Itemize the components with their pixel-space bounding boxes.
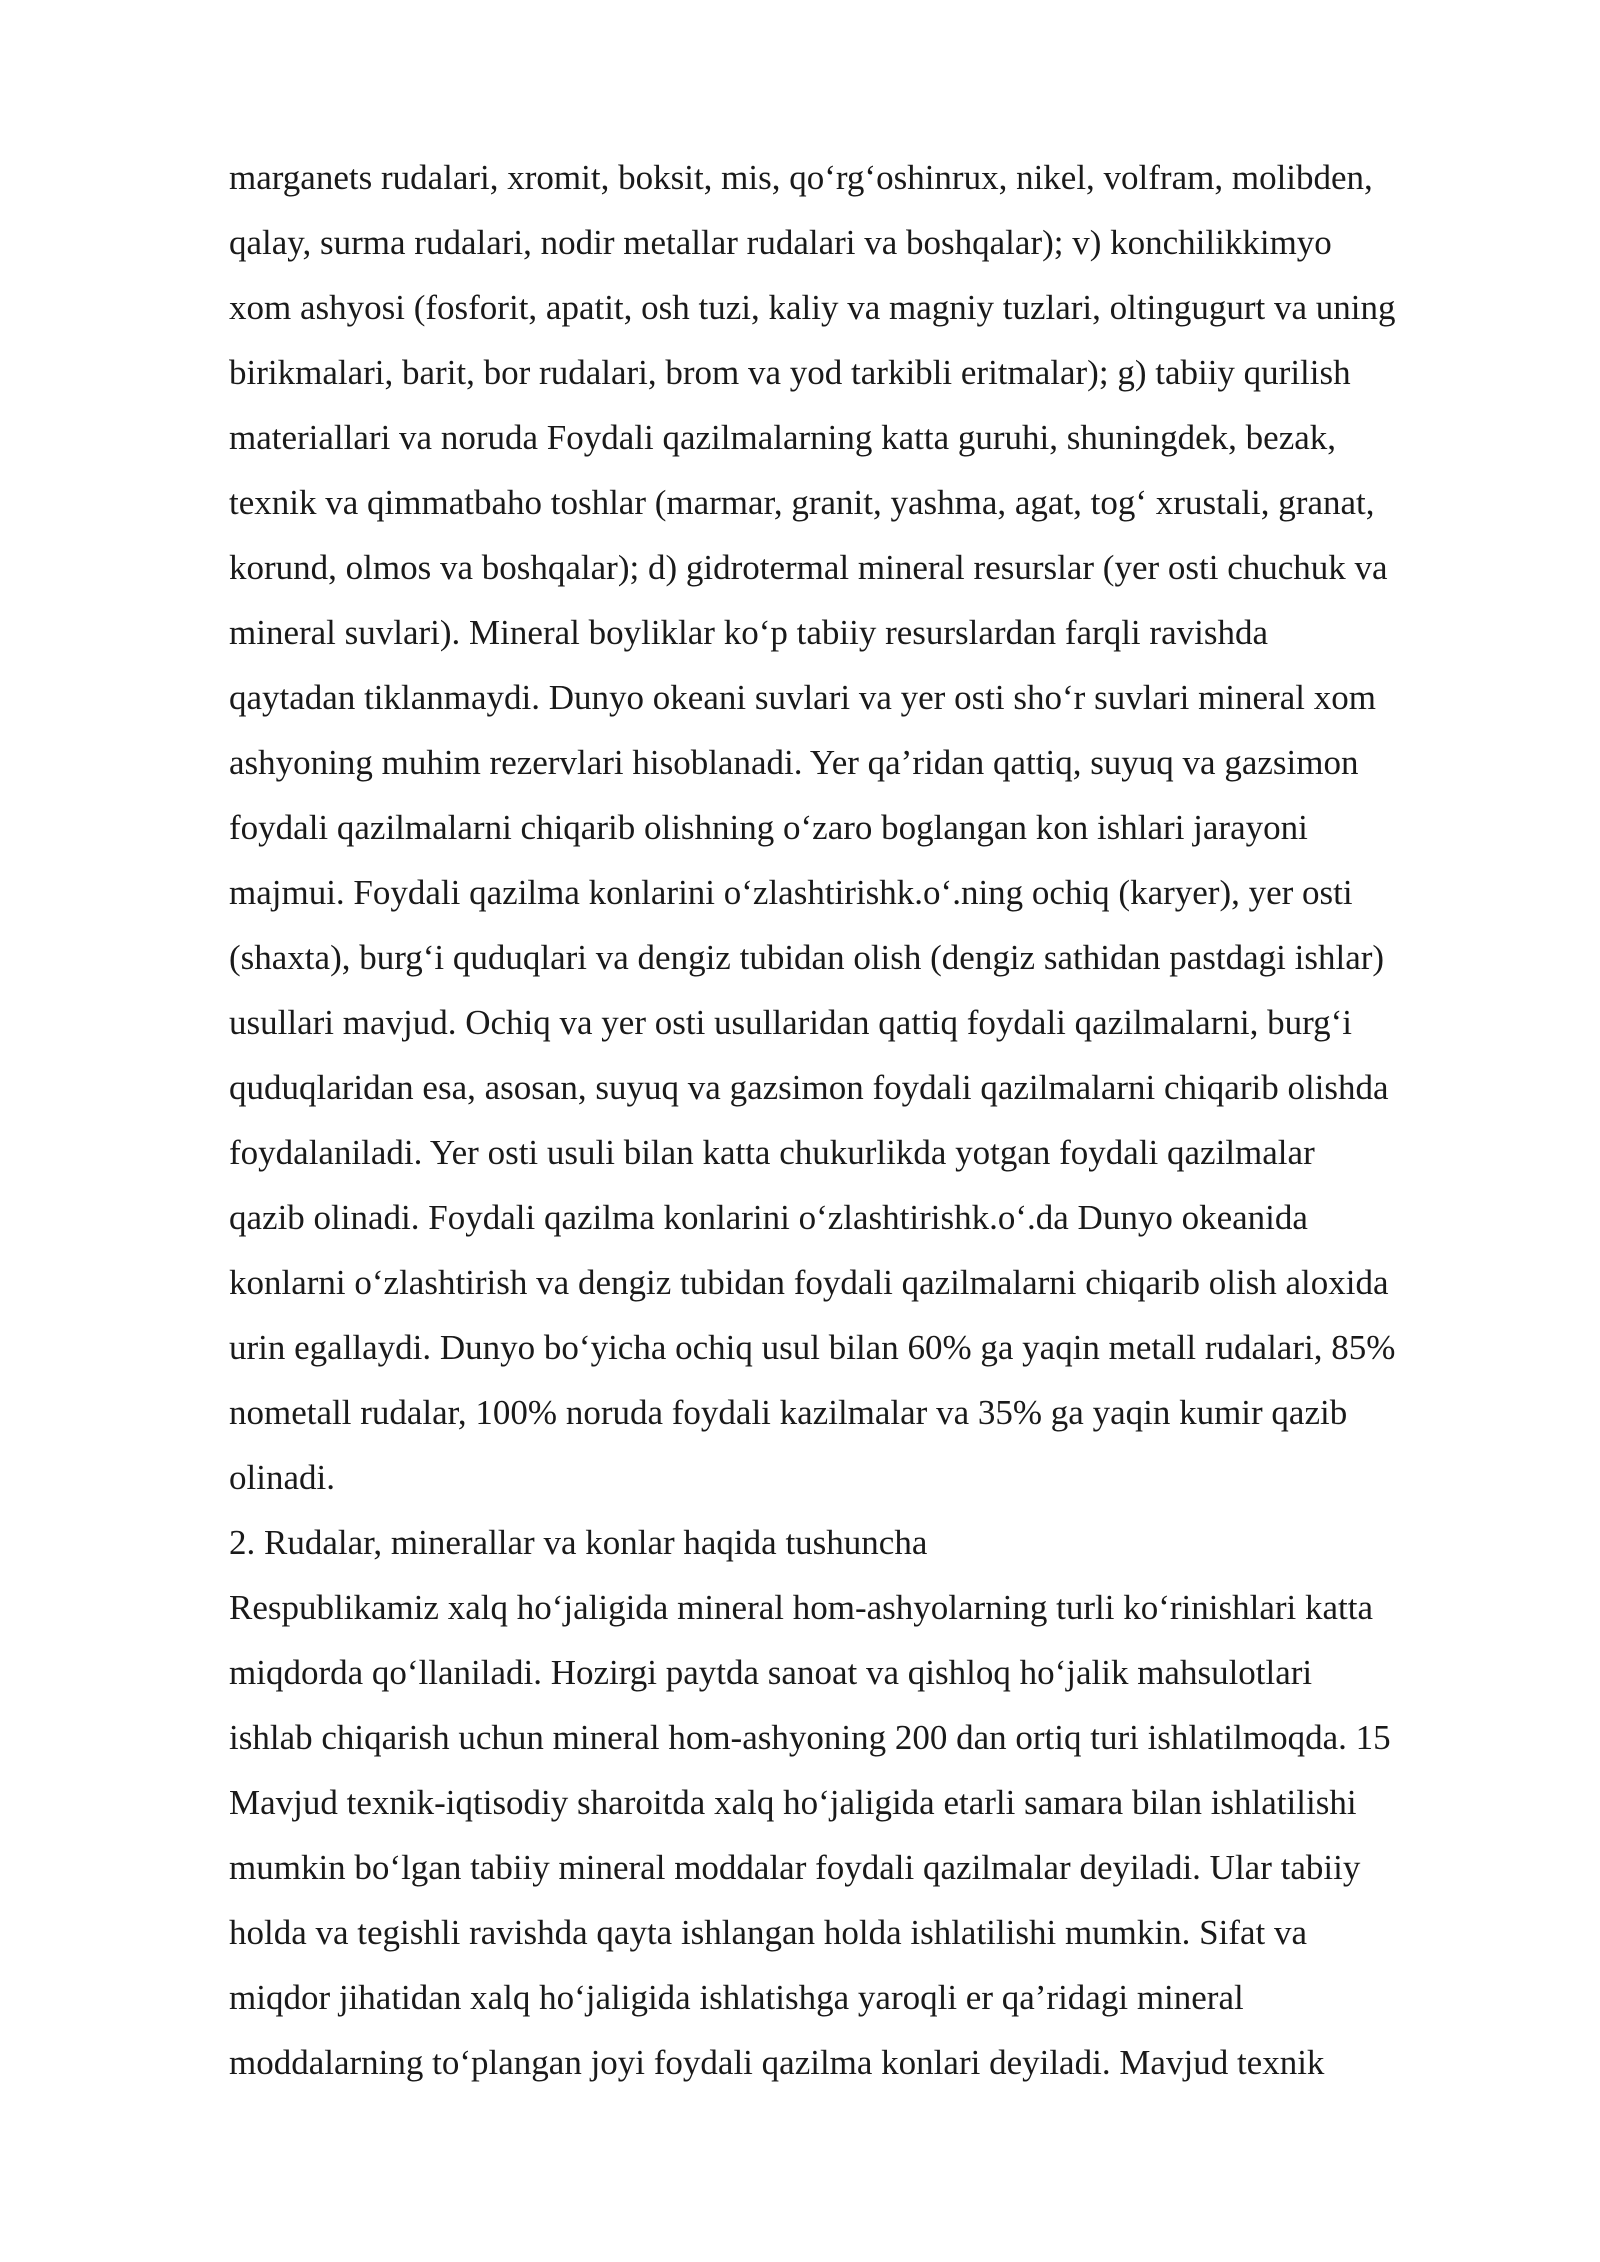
- paragraph-line: Respublikamiz xalq ho‘jaligida mineral hom-ashyolarning turli ko‘rinishlari katta: [229, 1588, 1374, 1627]
- paragraph-line: usullari mavjud. Ochiq va yer osti usullaridan qattiq foydali qazilmalarni, burg‘i: [229, 1003, 1352, 1042]
- paragraph-line: holda va tegishli ravishda qayta ishlangan holda ishlatilishi mumkin. Sifat va: [229, 1913, 1308, 1952]
- paragraph-line: ishlab chiqarish uchun mineral hom-ashyoning 200 dan ortiq turi ishlatilmoqda. 15: [229, 1718, 1391, 1757]
- paragraph-line: qaytadan tiklanmaydi. Dunyo okeani suvlari va yer osti sho‘r suvlari mineral xom: [229, 678, 1376, 717]
- paragraph-line: materiallari va noruda Foydali qazilmalarning katta guruhi, shuningdek, bezak,: [229, 418, 1337, 457]
- paragraph-line: konlarni o‘zlashtirish va dengiz tubidan foydali qazilmalarni chiqarib olish aloxida: [229, 1263, 1389, 1302]
- paragraph-line: mineral suvlari). Mineral boyliklar ko‘p tabiiy resurslardan farqli ravishda: [229, 613, 1268, 652]
- paragraph-line: texnik va qimmatbaho toshlar (marmar, granit, yashma, agat, tog‘ xrustali, granat,: [229, 483, 1375, 522]
- paragraph-line: mumkin bo‘lgan tabiiy mineral moddalar foydali qazilmalar deyiladi. Ular tabiiy: [229, 1848, 1361, 1887]
- paragraph-line: miqdor jihatidan xalq ho‘jaligida ishlatishga yaroqli er qa’ridagi mineral: [229, 1978, 1244, 2017]
- paragraph-line: nometall rudalar, 100% noruda foydali kazilmalar va 35% ga yaqin kumir qazib: [229, 1393, 1348, 1432]
- paragraph-line: miqdorda qo‘llaniladi. Hozirgi paytda sanoat va qishloq ho‘jalik mahsulotlari: [229, 1653, 1313, 1692]
- paragraph-line: foydalaniladi. Yer osti usuli bilan katta chukurlikda yotgan foydali qazilmalar: [229, 1133, 1315, 1172]
- paragraph-line: xom ashyosi (fosforit, apatit, osh tuzi, kaliy va magniy tuzlari, oltingugurt va uning: [229, 288, 1396, 327]
- paragraph-line: marganets rudalari, xromit, boksit, mis, qo‘rg‘oshinrux, nikel, volfram, molibden,: [229, 158, 1373, 197]
- paragraph-line: quduqlaridan esa, asosan, suyuq va gazsimon foydali qazilmalarni chiqarib olishda: [229, 1068, 1389, 1107]
- section-heading: 2. Rudalar, minerallar va konlar haqida tushuncha: [229, 1523, 928, 1562]
- paragraph-line: urin egallaydi. Dunyo bo‘yicha ochiq usul bilan 60% ga yaqin metall rudalari, 85%: [229, 1328, 1396, 1367]
- paragraph-line: qazib olinadi. Foydali qazilma konlarini o‘zlashtirishk.o‘.da Dunyo okeanida: [229, 1198, 1308, 1237]
- paragraph-line: majmui. Foydali qazilma konlarini o‘zlashtirishk.o‘.ning ochiq (karyer), yer osti: [229, 873, 1353, 912]
- paragraph-line: korund, olmos va boshqalar); d) gidrotermal mineral resurslar (yer osti chuchuk va: [229, 548, 1388, 587]
- paragraph-line: olinadi.: [229, 1458, 335, 1497]
- paragraph-line: (shaxta), burg‘i quduqlari va dengiz tubidan olish (dengiz sathidan pastdagi ishlar): [229, 938, 1385, 977]
- paragraph-line: Mavjud texnik-iqtisodiy sharoitda xalq ho‘jaligida etarli samara bilan ishlatilishi: [229, 1783, 1357, 1822]
- paragraph-line: foydali qazilmalarni chiqarib olishning o‘zaro boglangan kon ishlari jarayoni: [229, 808, 1308, 847]
- paragraph-line: qalay, surma rudalari, nodir metallar rudalari va boshqalar); v) konchilikkimyo: [229, 223, 1332, 262]
- paragraph-line: ashyoning muhim rezervlari hisoblanadi. Yer qa’ridan qattiq, suyuq va gazsimon: [229, 743, 1359, 782]
- paragraph-line: birikmalari, barit, bor rudalari, brom va yod tarkibli eritmalar); g) tabiiy qurilish: [229, 353, 1351, 392]
- paragraph-line: moddalarning to‘plangan joyi foydali qazilma konlari deyiladi. Mavjud texnik: [229, 2043, 1325, 2082]
- document-body: [229, 145, 1504, 2095]
